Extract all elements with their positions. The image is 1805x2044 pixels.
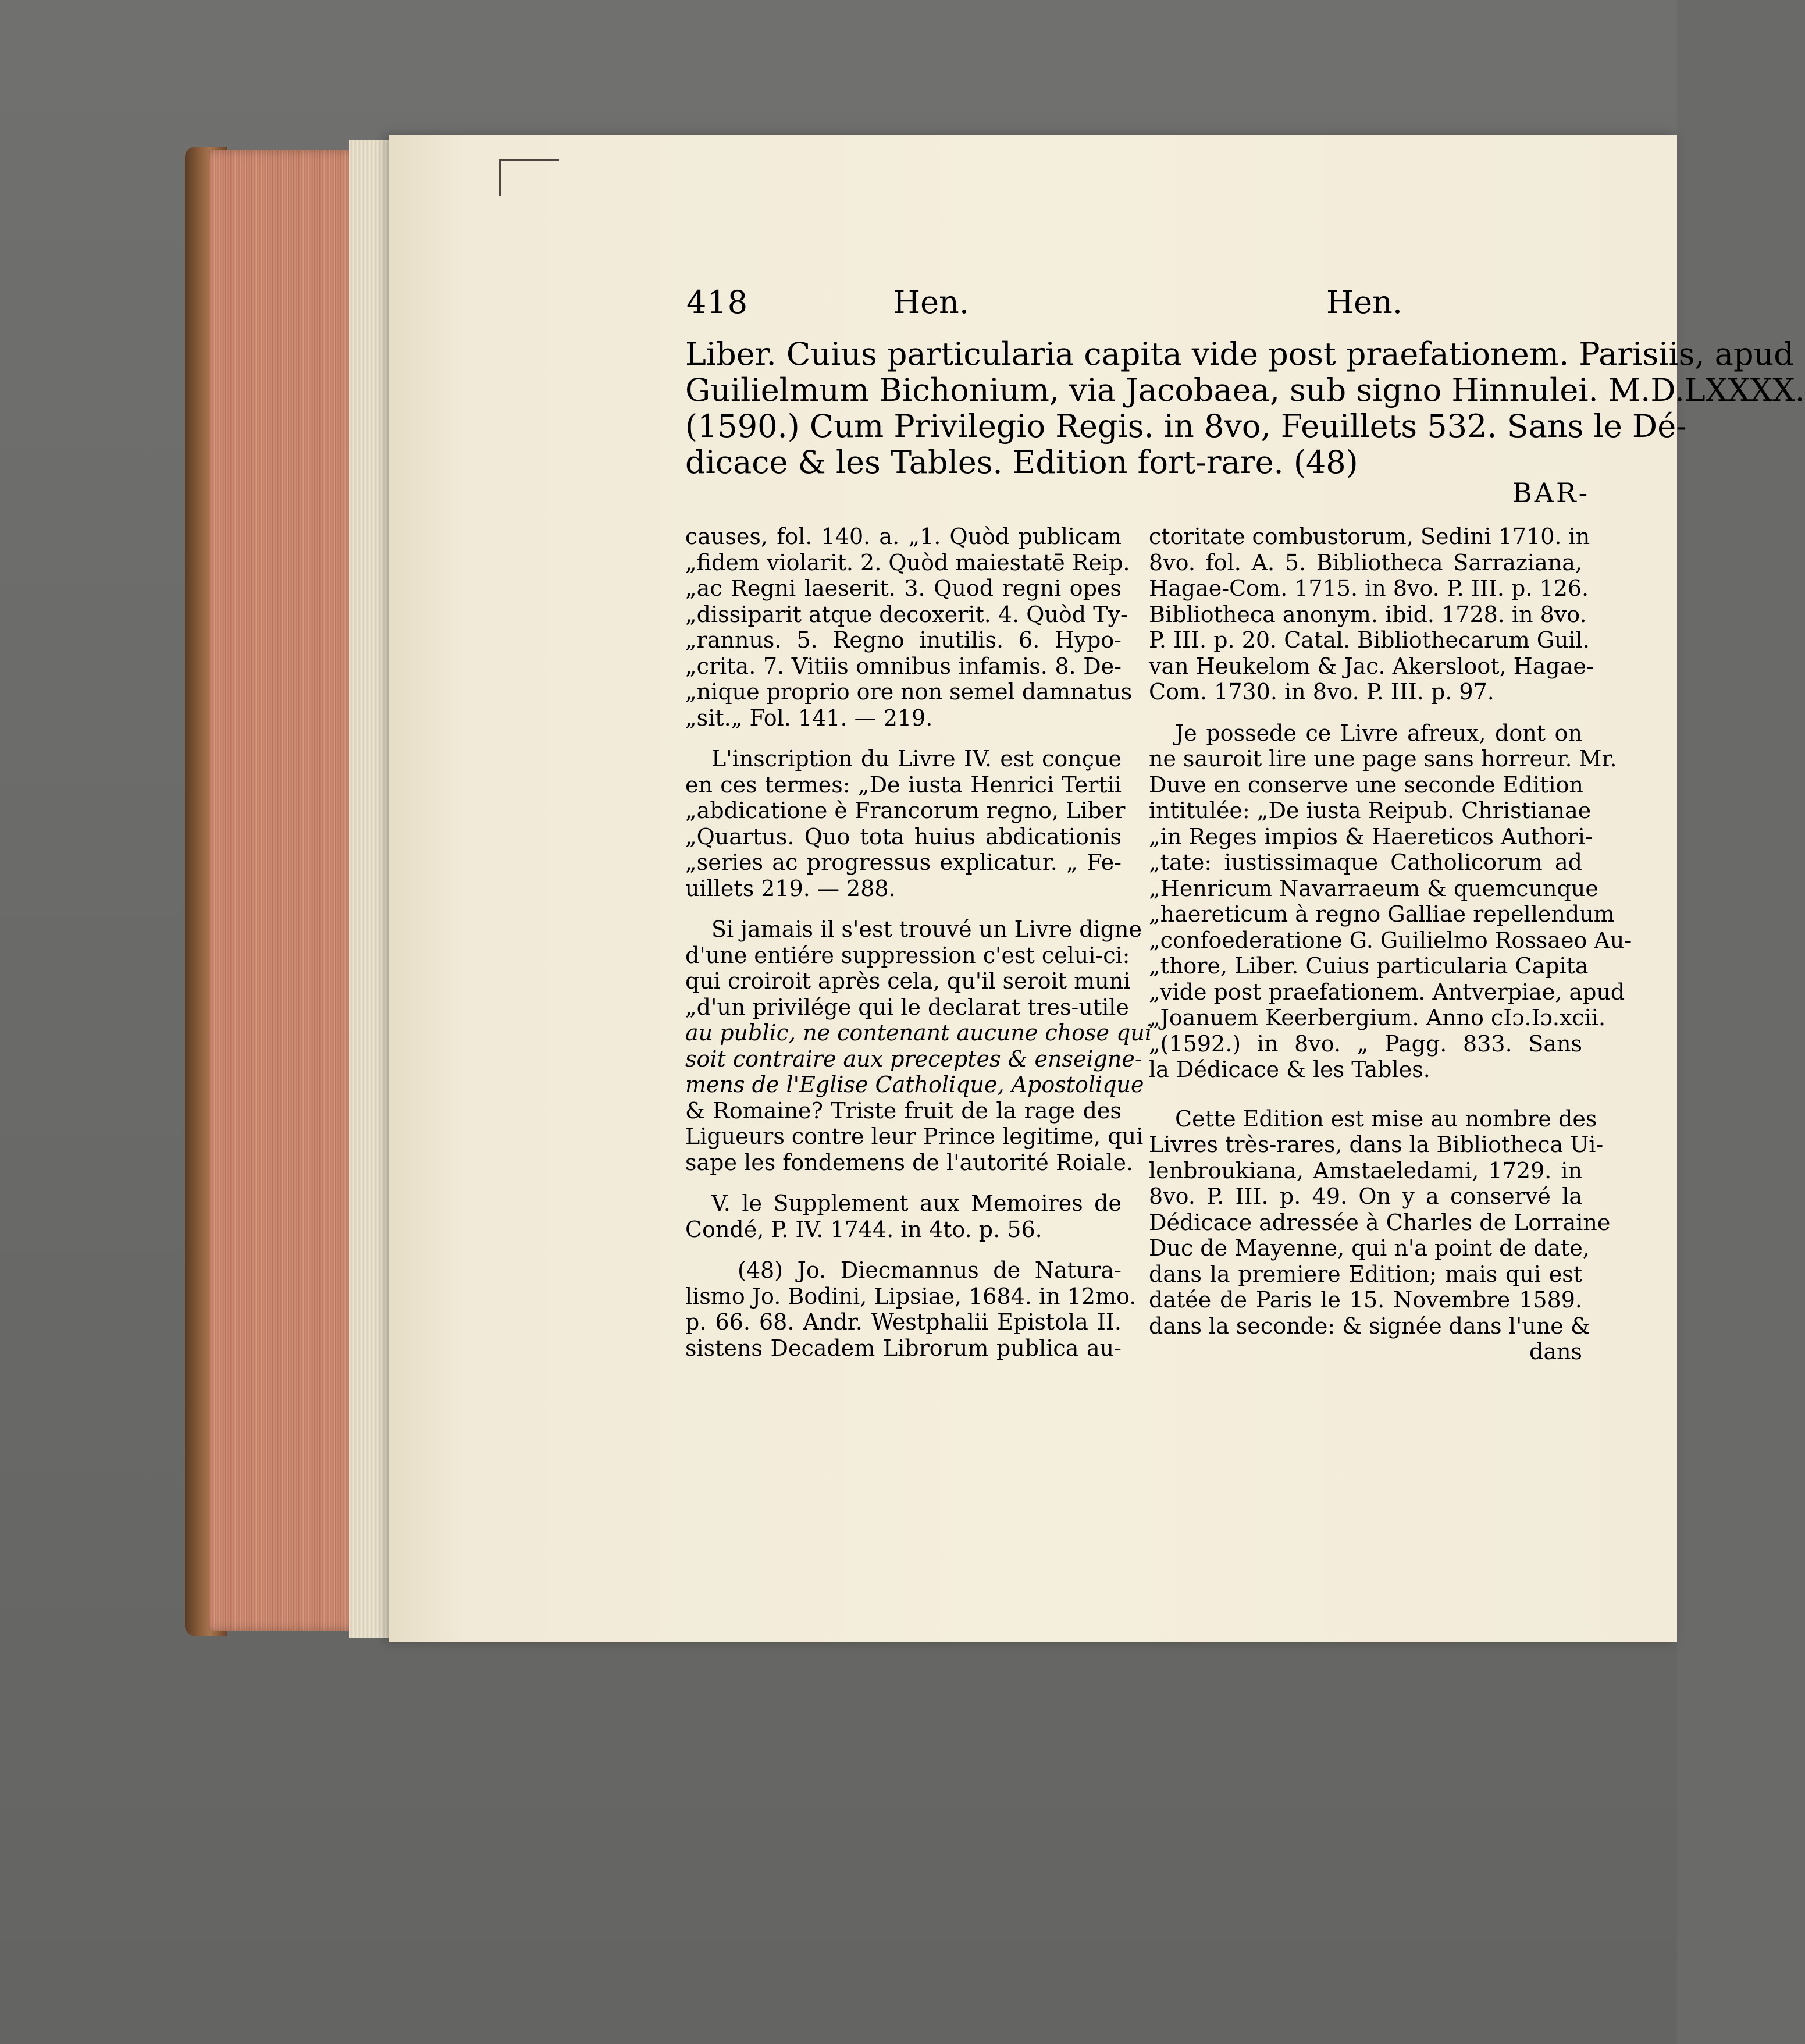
top-line: dicace & les Tables. Edition fort-rare. (48) [685,444,1358,481]
text-line: d'une entiére suppression c'est celui-ci: [685,942,1130,968]
top-line: Guilielmum Bichonium, via Jacobaea, sub signo Hinnulei. M.D.LXXXX. [685,372,1805,408]
text-line: au public, ne contenant aucune chose qui [685,1020,1152,1046]
text-line: Hagae-Com. 1715. in 8vo. P. III. p. 126. [1149,575,1589,601]
text-line: „nique proprio ore non semel damnatus [685,679,1133,705]
text-line: Condé, P. IV. 1744. in 4to. p. 56. [685,1216,1042,1242]
text-line: ctoritate combustorum, Sedini 1710. in [1149,524,1590,549]
left-block-4 [685,1190,1122,1242]
text-line: V. le Supplement aux Memoires de [711,1190,1122,1216]
text-line: Duve en conserve une seconde Edition [1149,772,1583,798]
footnote-48 [685,1257,1137,1361]
left-block-1 [685,524,1133,731]
text-line: mens de l'Eglise Catholique, Apostolique [685,1072,1144,1097]
text-line: uillets 219. — 288. [685,875,896,901]
text-line: „vide post praefationem. Antverpiae, apud [1149,979,1625,1005]
text-line: „ac Regni laeserit. 3. Quod regni opes [685,575,1122,601]
text-line: van Heukelom & Jac. Akersloot, Hagae- [1149,653,1594,679]
text-line: dans la premiere Edition; mais qui est [1149,1261,1582,1287]
text-line: sistens Decadem Librorum publica au- [685,1335,1122,1361]
text-line: „thore, Liber. Cuius particularia Capita [1149,953,1589,979]
left-column [685,524,1152,1376]
text-line: Bibliotheca anonym. ibid. 1728. in 8vo. [1149,601,1587,627]
text-line: dans la seconde: & signée dans l'une & [1149,1313,1590,1339]
text-line: „crita. 7. Vitiis omnibus infamis. 8. De- [685,653,1122,679]
text-line: „(1592.) in 8vo. „ Pagg. 833. Sans [1149,1030,1582,1057]
text-line: lenbroukiana, Amstaeledami, 1729. in [1149,1157,1582,1183]
catchword-bottom: dans [1529,1339,1582,1364]
text-line: (48) Jo. Diecmannus de Natura- [738,1257,1122,1283]
text-line: Com. 1730. in 8vo. P. III. p. 97. [1149,679,1494,705]
right-column [1149,524,1632,1380]
text-line: Je possede ce Livre afreux, dont on [1175,720,1582,746]
text-line: 8vo. P. III. p. 49. On y a conservé la [1149,1183,1582,1209]
text-line: en ces termes: „De iusta Henrici Tertii [685,772,1122,798]
text-line: & Romaine? Triste fruit de la rage des [685,1097,1122,1124]
catchword: BAR- [1512,477,1590,509]
text-line: „d'un privilége qui le declarat tres-utile [685,994,1129,1020]
text-line: Cette Edition est mise au nombre des [1175,1105,1597,1132]
top-paragraph [685,336,1805,481]
text-line: Si jamais il s'est trouvé un Livre digne [711,916,1142,942]
running-head-left: Hen. [893,284,969,321]
text-line: datée de Paris le 15. Novembre 1589. [1149,1287,1582,1313]
text-line: „series ac progressus explicatur. „ Fe- [685,849,1122,875]
right-block-2 [1149,720,1632,1083]
page-edges [209,150,361,1631]
top-line: (1590.) Cum Privilegio Regis. in 8vo, Feuillets 532. Sans le Dé- [685,408,1687,445]
text-line: sape les fondemens de l'autorité Roiale. [685,1149,1134,1175]
left-block-2 [685,746,1126,901]
top-line: Liber. Cuius particularia capita vide post praefationem. Parisiis, apud [685,336,1794,372]
text-line: qui croiroit après cela, qu'il seroit muni [685,968,1131,994]
text-line: „abdicatione è Francorum regno, Liber [685,798,1126,823]
running-head-right: Hen. [1326,284,1402,321]
left-block-3 [685,916,1152,1175]
text-line: „haereticum à regno Galliae repellendum [1149,901,1615,927]
right-block-3 [1149,1105,1611,1365]
text-line: lismo Jo. Bodini, Lipsiae, 1684. in 12mo. [685,1283,1137,1309]
text-line: „tate: iustissimaque Catholicorum ad [1149,849,1582,875]
text-line: Livres très-rares, dans la Bibliotheca Ui- [1149,1132,1604,1157]
page-stack [349,140,393,1638]
text-line: „Quartus. Quo tota huius abdicationis [685,823,1122,849]
text-line: „Joanuem Keerbergium. Anno cIɔ.Iɔ.xcii. [1149,1005,1606,1030]
right-block-1 [1149,524,1594,705]
text-line: „dissiparit atque decoxerit. 4. Quòd Ty- [685,601,1128,627]
text-line: „rannus. 5. Regno inutilis. 6. Hypo- [685,627,1122,653]
text-line: la Dédicace & les Tables. [1149,1057,1430,1082]
text-line: intitulée: „De iusta Reipub. Christianae [1149,798,1592,823]
text-line: Duc de Mayenne, qui n'a point de date, [1149,1235,1590,1261]
text-line: ne sauroit lire une page sans horreur. Mr. [1149,746,1617,772]
text-line: „Henricum Navarraeum & quemcunque [1149,875,1598,901]
text-line: Ligueurs contre leur Prince legitime, qui [685,1124,1144,1149]
text-line: „confoederatione G. Guilielmo Rossaeo Au- [1149,927,1632,953]
corner-mark [499,159,559,196]
text-line: causes, fol. 140. a. „1. Quòd publicam [685,524,1122,549]
text-line: „sit.„ Fol. 141. — 219. [685,705,933,731]
text-line: L'inscription du Livre IV. est conçue [711,746,1122,772]
text-line: p. 66. 68. Andr. Westphalii Epistola II. [685,1309,1122,1335]
text-line: 8vo. fol. A. 5. Bibliotheca Sarraziana, [1149,549,1582,575]
text-line: P. III. p. 20. Catal. Bibliothecarum Guil. [1149,627,1590,653]
text-line: „fidem violarit. 2. Quòd maiestatē Reip. [685,549,1130,575]
text-line: soit contraire aux preceptes & enseigne- [685,1046,1142,1072]
page-number: 418 [686,284,749,321]
text-line: „in Reges impios & Haereticos Authori- [1149,823,1593,849]
text-line: Dédicace adressée à Charles de Lorraine [1149,1209,1611,1235]
